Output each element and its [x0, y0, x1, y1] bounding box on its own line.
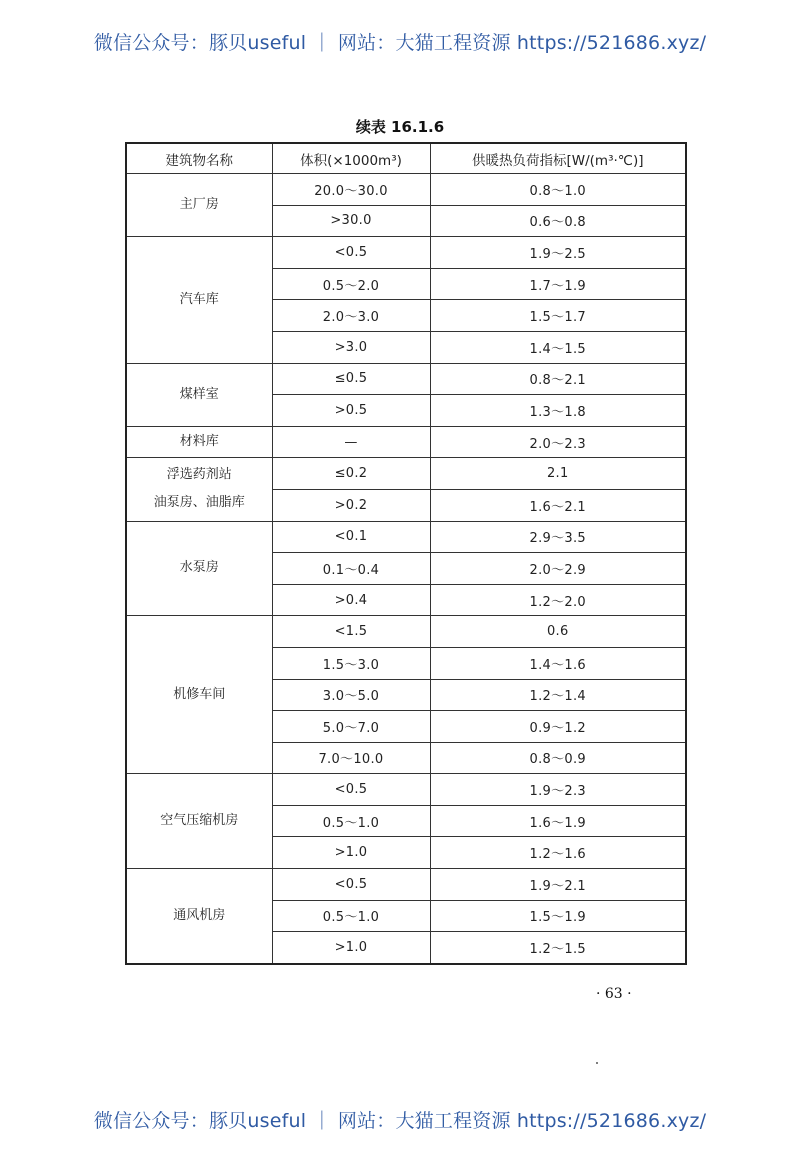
heating-index-cell: 0.8～0.9 [430, 742, 686, 774]
heating-index-cell: 0.8～2.1 [430, 363, 686, 395]
table-row [126, 458, 686, 490]
heating-index-cell: 1.9～2.5 [430, 237, 686, 269]
volume-cell: 3.0～5.0 [272, 679, 430, 711]
heating-index-cell: 0.6 [430, 616, 686, 648]
volume-cell: >1.0 [272, 837, 430, 869]
volume-cell: 0.5～2.0 [272, 268, 430, 300]
heating-index-cell: 2.9～3.5 [430, 521, 686, 553]
heating-index-cell: 1.2～1.4 [430, 679, 686, 711]
volume-cell: 0.5～1.0 [272, 900, 430, 932]
table-body [126, 174, 686, 964]
volume-cell: <0.1 [272, 521, 430, 553]
heating-index-cell: 1.2～1.5 [430, 932, 686, 964]
volume-cell: ≤0.2 [272, 458, 430, 490]
header-heating-index: 供暖热负荷指标[W/(m³·℃)] [430, 143, 686, 174]
page-number: · 63 · [596, 986, 632, 1002]
heating-index-cell: 1.6～1.9 [430, 805, 686, 837]
volume-cell: 7.0～10.0 [272, 742, 430, 774]
volume-cell: ≤0.5 [272, 363, 430, 395]
volume-cell: <0.5 [272, 237, 430, 269]
heating-index-cell: 1.2～1.6 [430, 837, 686, 869]
heating-index-cell: 1.5～1.7 [430, 300, 686, 332]
volume-cell: >3.0 [272, 331, 430, 363]
volume-cell: >30.0 [272, 205, 430, 237]
heating-index-cell: 2.0～2.3 [430, 426, 686, 458]
header-volume: 体积(×1000m³) [272, 143, 430, 174]
volume-cell: >0.4 [272, 584, 430, 616]
heating-index-cell: 2.1 [430, 458, 686, 490]
table-title: 续表 16.1.6 [355, 118, 445, 136]
volume-cell: >0.5 [272, 395, 430, 427]
volume-cell: <0.5 [272, 774, 430, 806]
building-name-cell: 主厂房 [126, 174, 272, 237]
heating-index-cell: 1.3～1.8 [430, 395, 686, 427]
volume-cell: 5.0～7.0 [272, 711, 430, 743]
heating-index-cell: 1.9～2.3 [430, 774, 686, 806]
building-name-cell: 材料库 [126, 426, 272, 458]
heating-index-cell: 1.4～1.5 [430, 331, 686, 363]
building-name-cell: 空气压缩机房 [126, 774, 272, 869]
table-header-row [126, 143, 686, 174]
heating-index-cell: 1.5～1.9 [430, 900, 686, 932]
heating-index-cell: 1.6～2.1 [430, 489, 686, 521]
heating-index-cell: 0.6～0.8 [430, 205, 686, 237]
building-name-cell: 机修车间 [126, 616, 272, 774]
volume-cell: — [272, 426, 430, 458]
watermark-bottom: 微信公众号：豚贝useful ｜ 网站：大猫工程资源 https://521686.xyz/ [93, 1110, 707, 1132]
building-name-cell: 水泵房 [126, 521, 272, 616]
heating-index-cell: 1.9～2.1 [430, 869, 686, 901]
volume-cell: 20.0～30.0 [272, 174, 430, 206]
table-row [126, 616, 686, 648]
stray-dot [596, 1062, 598, 1064]
heating-load-table [125, 142, 687, 965]
heating-index-cell: 1.7～1.9 [430, 268, 686, 300]
volume-cell: >0.2 [272, 489, 430, 521]
heating-index-cell: 2.0～2.9 [430, 553, 686, 585]
table-row [126, 174, 686, 206]
watermark-top: 微信公众号：豚贝useful ｜ 网站：大猫工程资源 https://521686.xyz/ [93, 32, 707, 54]
heating-index-cell: 1.2～2.0 [430, 584, 686, 616]
building-name-cell: 通风机房 [126, 869, 272, 964]
volume-cell: 2.0～3.0 [272, 300, 430, 332]
volume-cell: 0.5～1.0 [272, 805, 430, 837]
building-name-cell: 煤样室 [126, 363, 272, 426]
volume-cell: 0.1～0.4 [272, 553, 430, 585]
volume-cell: <0.5 [272, 869, 430, 901]
table-row [126, 774, 686, 806]
heating-index-cell: 0.8～1.0 [430, 174, 686, 206]
volume-cell: 1.5～3.0 [272, 647, 430, 679]
volume-cell: >1.0 [272, 932, 430, 964]
header-building-name: 建筑物名称 [126, 143, 272, 174]
table-row [126, 237, 686, 269]
building-name-cell: 浮选药剂站 油泵房、油脂库 [126, 458, 272, 521]
building-name-cell: 汽车库 [126, 237, 272, 363]
table-row [126, 869, 686, 901]
table-row [126, 521, 686, 553]
heating-index-cell: 0.9～1.2 [430, 711, 686, 743]
table-row [126, 363, 686, 395]
volume-cell: <1.5 [272, 616, 430, 648]
heating-index-cell: 1.4～1.6 [430, 647, 686, 679]
table-row [126, 426, 686, 458]
